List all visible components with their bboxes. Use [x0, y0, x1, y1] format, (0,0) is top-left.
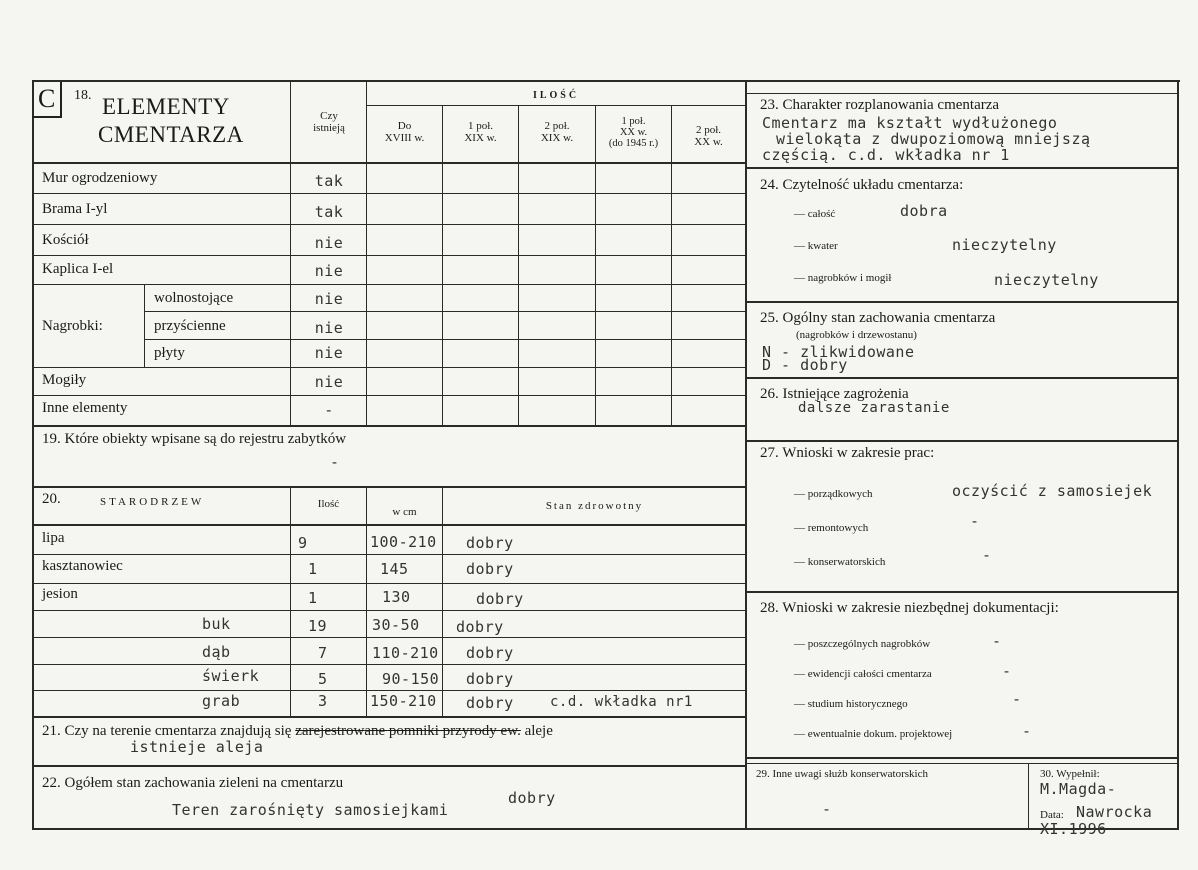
s25-sub: (nagrobków i drzewostanu): [796, 329, 917, 341]
s18-vline-3: [518, 106, 519, 425]
tree-name: lipa: [42, 530, 65, 546]
s21-value: istnieje aleja: [130, 738, 264, 756]
s18-row-label: Mur ogrodzeniowy: [42, 170, 158, 186]
s28-item-value: -: [992, 632, 1002, 650]
s18-row-label: Brama I-yl: [42, 201, 108, 217]
s18-header-bottom: [32, 162, 746, 164]
s25-bottom: [747, 377, 1179, 379]
s27-item-value: -: [982, 546, 992, 564]
tree-state: dobry: [466, 670, 514, 688]
tree-cm: 150-210: [370, 692, 437, 710]
s21-bottom: [32, 765, 746, 767]
s30-name-1: M.Magda-: [1040, 780, 1117, 798]
tree-state: dobry: [466, 560, 514, 578]
tree-state: dobry: [466, 534, 514, 552]
nagrobki-value: nie: [314, 290, 344, 308]
s28-item-label: — poszczególnych nagrobków: [794, 638, 931, 650]
nagrobki-divider: [144, 284, 145, 367]
tree-qty: 5: [318, 670, 328, 688]
s28-item-value: -: [1022, 722, 1032, 740]
s30-name-2: Nawrocka: [1076, 803, 1153, 821]
s27-label: 27. Wnioski w zakresie prac:: [760, 445, 935, 461]
tree-name: jesion: [42, 586, 78, 602]
tree-name: świerk: [202, 667, 260, 685]
s19-label: 19. Które obiekty wpisane są do rejestru zabytków: [42, 431, 347, 447]
tree-cm: 145: [380, 560, 409, 578]
s22-label: 22. Ogółem stan zachowania zieleni na cmentarzu: [42, 775, 344, 791]
s18-row-value: tak: [314, 203, 344, 221]
s18-row-label: Inne elementy: [42, 400, 128, 416]
tree-qty: 3: [318, 692, 328, 710]
s27-item-value: oczyścić z samosiejek: [952, 482, 1153, 500]
nagrobki-type: płyty: [154, 345, 185, 361]
tree-state: dobry: [466, 694, 514, 712]
nagrobki-label: Nagrobki:: [42, 318, 103, 334]
s18-vline-2: [442, 106, 443, 425]
tree-name: buk: [202, 615, 231, 633]
nagrobki-value: nie: [314, 319, 344, 337]
s27-item-value: -: [970, 512, 980, 530]
s24-item-label: — kwater: [794, 240, 838, 252]
s20-note: c.d. wkładka nr1: [550, 694, 693, 710]
s26-value: dalsze zarastanie: [798, 400, 950, 416]
s30-label: 30. Wypełnił:: [1040, 768, 1100, 780]
s20-num: 20.: [42, 491, 61, 507]
s18-bottom: [32, 425, 746, 427]
period-col-4: 2 poł. XX w.: [694, 124, 723, 148]
frame-bottom: [32, 828, 1178, 830]
tree-cm: 100-210: [370, 533, 437, 551]
s28-bottom: [747, 757, 1179, 759]
tree-cm: 90-150: [382, 670, 440, 688]
tree-state: dobry: [456, 618, 504, 636]
s24-item-value: nieczytelny: [994, 271, 1099, 289]
tree-name: kasztanowiec: [42, 558, 123, 574]
s25-label: 25. Ogólny stan zachowania cmentarza: [760, 310, 996, 326]
s27-item-label: — remontowych: [794, 522, 869, 534]
s20-col-ilosc: Ilość: [317, 498, 340, 510]
czy-label-1: Czy: [320, 110, 338, 122]
tree-qty: 1: [308, 560, 318, 578]
s18-row-value: tak: [314, 172, 344, 190]
s23-text: Cmentarz ma kształt wydłużonego wielokąta z dwupoziomową mniejszą częścią. c.d. wkładka nr 1: [762, 114, 1091, 164]
s30-data-label: Data:: [1040, 809, 1064, 821]
s28-item-label: — studium historycznego: [794, 698, 908, 710]
s27-item-label: — konserwatorskich: [794, 556, 886, 568]
s18-row-label: Kościół: [42, 232, 89, 248]
tree-qty: 1: [308, 589, 318, 607]
s25-values: N - zlikwidowane D - dobry: [762, 343, 915, 374]
s22-value-1: dobry: [508, 789, 556, 807]
s21-label: 21. Czy na terenie cmentarza znajdują się zarejestrowane pomniki przyrody ew. aleje: [42, 723, 553, 739]
tree-cm: 30-50: [372, 616, 420, 634]
s30-date: XI.1996: [1040, 820, 1107, 838]
s23-label: 23. Charakter rozplanowania cmentarza: [760, 97, 1000, 113]
s27-bottom: [747, 591, 1179, 593]
s28-label: 28. Wnioski w zakresie niezbędnej dokumentacji:: [760, 600, 1059, 616]
tree-name: dąb: [202, 643, 231, 661]
s29-value: -: [822, 800, 832, 818]
s20-bottom: [32, 716, 746, 718]
period-col-3: 1 poł. XX w. (do 1945 r.): [608, 116, 659, 149]
s27-item-label: — porządkowych: [794, 488, 873, 500]
section-18-title-1: ELEMENTY: [102, 94, 230, 119]
tree-cm: 110-210: [372, 644, 439, 662]
tree-state: dobry: [476, 590, 524, 608]
s18-vline-czy: [290, 82, 291, 425]
s24-item-label: — całość: [794, 208, 836, 220]
section-letter: C: [38, 84, 56, 113]
tree-state: dobry: [466, 644, 514, 662]
nagrobki-type: przyścienne: [154, 318, 226, 334]
section-18-num: 18.: [74, 88, 92, 103]
s20-col-wcm: w cm: [392, 506, 417, 518]
s24-item-label: — nagrobków i mogił: [794, 272, 892, 284]
s28-item-label: — ewentualnie dokum. projektowej: [794, 728, 953, 740]
s19-bottom: [32, 486, 746, 488]
s20-title: STARODRZEW: [100, 496, 205, 508]
s23-top: [747, 93, 1179, 94]
frame-top: [32, 80, 1180, 82]
s24-bottom: [747, 301, 1179, 303]
tree-qty: 7: [318, 644, 328, 662]
s24-label: 24. Czytelność układu cmentarza:: [760, 177, 964, 193]
s26-label: 26. Istniejące zagrożenia: [760, 386, 909, 402]
nagrobki-type: wolnostojące: [154, 290, 234, 306]
czy-label-2: istnieją: [313, 122, 345, 134]
s18-vline-4: [595, 106, 596, 425]
s24-item-value: nieczytelny: [952, 236, 1057, 254]
s18-row-value: nie: [314, 262, 344, 280]
s18-row-value: nie: [314, 373, 344, 391]
s29-label: 29. Inne uwagi służb konserwatorskich: [756, 768, 928, 780]
s28-item-label: — ewidencji całości cmentarza: [794, 668, 932, 680]
s18-row-value: -: [324, 401, 334, 419]
tree-cm: 130: [382, 588, 411, 606]
tree-qty: 9: [298, 534, 308, 552]
s22-value-2: Teren zarośnięty samosiejkami: [172, 801, 449, 819]
s18-row-label: Mogiły: [42, 372, 87, 388]
tree-qty: 19: [308, 617, 328, 635]
frame-right: [1177, 80, 1179, 830]
period-col-1: 1 poł. XIX w.: [464, 120, 497, 144]
period-col-0: Do XVIII w.: [384, 120, 425, 144]
s18-ilosc-underline: [366, 105, 746, 106]
s29-s30-divider: [1028, 764, 1029, 830]
s19-value: -: [330, 453, 340, 471]
s20-col-stan: Stan zdrowotny: [545, 500, 644, 512]
s28-item-value: -: [1002, 662, 1012, 680]
s18-row-label: Kaplica I-el: [42, 261, 114, 277]
s18-row-value: nie: [314, 234, 344, 252]
s24-item-value: dobra: [900, 202, 948, 220]
period-col-2: 2 poł. XIX w.: [540, 120, 574, 144]
ilosc-header: ILOŚĆ: [532, 90, 580, 101]
tree-name: grab: [202, 692, 241, 710]
s23-bottom: [747, 167, 1179, 169]
nagrobki-value: nie: [314, 344, 344, 362]
s18-vline-5: [671, 106, 672, 425]
s28-item-value: -: [1012, 690, 1022, 708]
section-18-title-2: CMENTARZA: [98, 122, 244, 147]
s26-bottom: [747, 440, 1179, 442]
